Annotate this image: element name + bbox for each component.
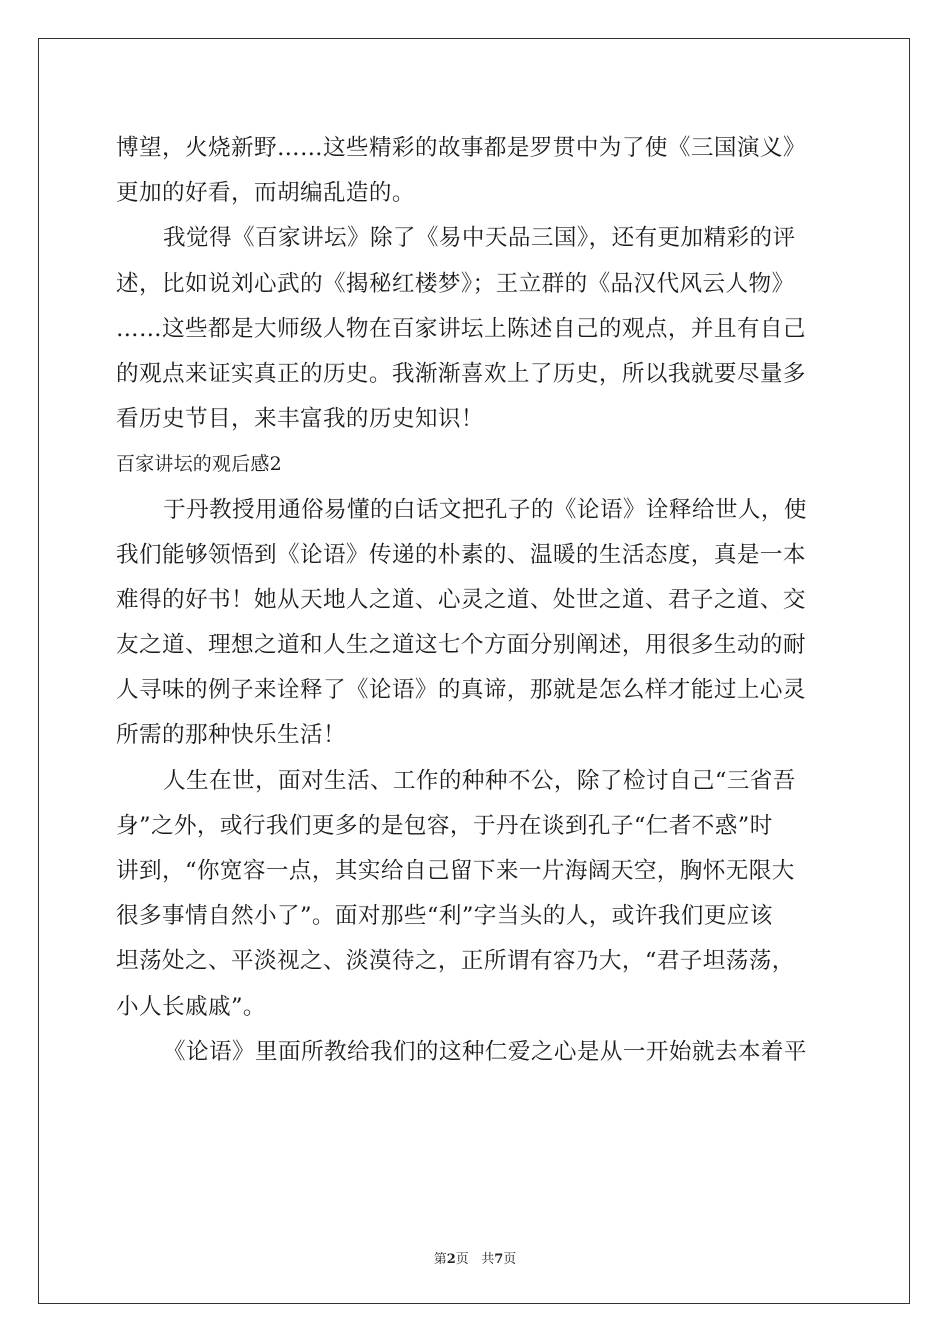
section-heading: 百家讲坛的观后感2 [116,453,282,476]
text-line: 人寻味的例子来诠释了《论语》的真谛，那就是怎么样才能过上心灵 [116,677,806,704]
text-line: 人生在世，面对生活、工作的种种不公，除了检讨自己“三省吾 [163,767,796,794]
text-line: 我觉得《百家讲坛》除了《易中天品三国》，还有更加精彩的评 [163,225,796,252]
text-line: 更加的好看，而胡编乱造的。 [116,180,415,207]
text-line: 讲到，“你宽容一点，其实给自己留下来一片海阔天空，胸怀无限大 [116,858,795,884]
text-line: 述，比如说刘心武的《揭秘红楼梦》；王立群的《品汉代风云人物》 [116,270,795,297]
page-prefix: 第 [433,1252,447,1267]
text-line: 坦荡处之、平淡视之、淡漠待之，正所谓有容乃大，“君子坦荡荡， [116,948,795,975]
text-line: 我们能够领悟到《论语》传递的朴素的、温暖的生活态度，真是一本 [116,541,806,568]
page-footer [0,1248,950,1267]
total-pages: 7 [494,1252,504,1267]
text-line: 很多事情自然小了”。面对那些“利”字当头的人，或许我们更应该 [116,903,773,930]
text-line: 博望，火烧新野……这些精彩的故事都是罗贯中为了使《三国演义》 [116,135,806,161]
text-line: 小人长戚戚”。 [116,993,266,1020]
text-line: 难得的好书！她从天地人之道、心灵之道、处世之道、君子之道、交 [116,586,806,613]
text-line: 于丹教授用通俗易懂的白话文把孔子的《论语》诠释给世人，使 [163,496,807,523]
document-body [116,126,832,1075]
text-line: 看历史节目，来丰富我的历史知识！ [116,406,484,433]
total-prefix: 共 [481,1252,495,1267]
total-suffix: 页 [503,1252,517,1267]
text-line: 友之道、理想之道和人生之道这七个方面分别阐述，用很多生动的耐 [116,632,806,659]
page-number: 2 [446,1252,456,1267]
text-line: 所需的那种快乐生活！ [116,722,346,749]
text-line: 身”之外，或行我们更多的是包容，于丹在谈到孔子“仁者不惑”时 [116,812,773,839]
text-line: 《论语》里面所教给我们的这种仁爱之心是从一开始就去本着平 [163,1038,807,1065]
page-suffix: 页 [455,1252,469,1267]
text-line: 的观点来证实真正的历史。我渐渐喜欢上了历史，所以我就要尽量多 [116,360,806,387]
text-line: ……这些都是大师级人物在百家讲坛上陈述自己的观点，并且有自己 [116,315,806,342]
